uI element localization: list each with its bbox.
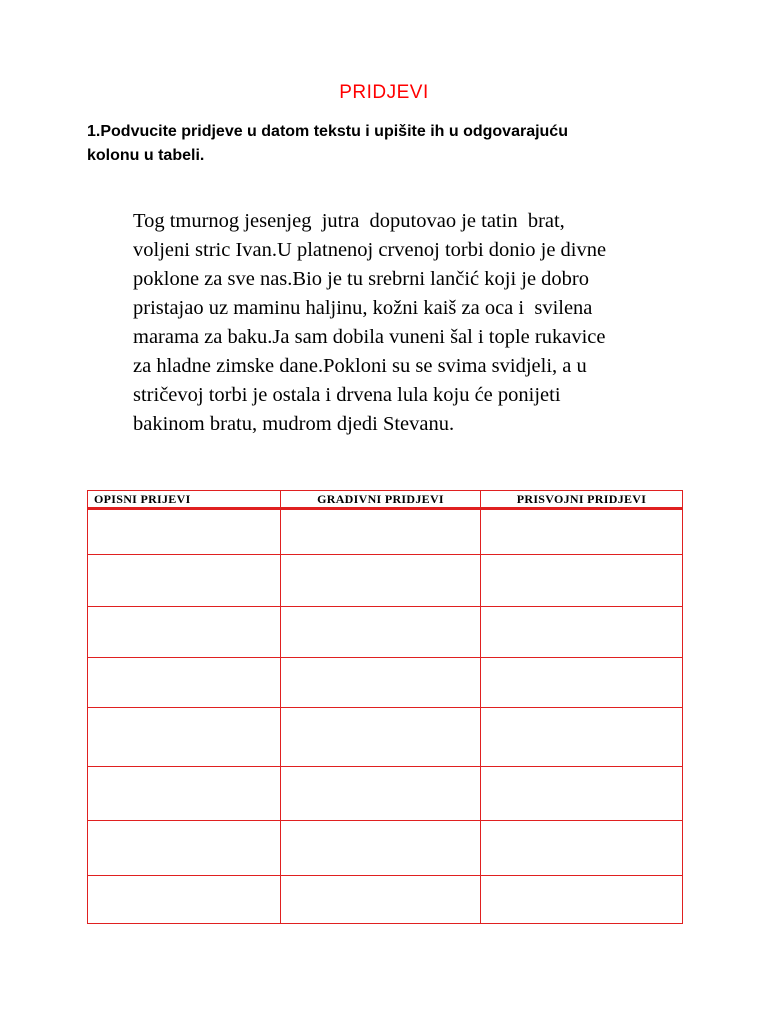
table-cell[interactable]	[481, 708, 683, 767]
passage-line: za hladne zimske dane.Pokloni su se svima svidjeli, a u	[133, 355, 587, 377]
table-cell[interactable]	[481, 821, 683, 876]
table-cell[interactable]	[281, 658, 481, 708]
table-row	[88, 607, 683, 658]
task-instruction-line: kolonu u tabeli.	[87, 147, 205, 164]
table-cell[interactable]	[88, 509, 281, 555]
table-cell[interactable]	[88, 876, 281, 924]
table-cell[interactable]	[481, 658, 683, 708]
table-row	[88, 658, 683, 708]
table-cell[interactable]	[281, 767, 481, 821]
table-row	[88, 555, 683, 607]
column-header-possessive: PRISVOJNI PRIDJEVI	[481, 491, 683, 509]
table-row	[88, 821, 683, 876]
table-cell[interactable]	[88, 767, 281, 821]
column-header-descriptive: OPISNI PRIJEVI	[88, 491, 281, 509]
table-cell[interactable]	[88, 708, 281, 767]
table-cell[interactable]	[481, 509, 683, 555]
table-header-row	[88, 491, 683, 509]
page-title: PRIDJEVI	[339, 82, 429, 103]
table-cell[interactable]	[281, 821, 481, 876]
column-header-material: GRADIVNI PRIDJEVI	[281, 491, 481, 509]
table-row	[88, 876, 683, 924]
table-cell[interactable]	[281, 708, 481, 767]
table-cell[interactable]	[481, 767, 683, 821]
passage-line: bakinom bratu, mudrom djedi Stevanu.	[133, 413, 455, 435]
table-row	[88, 767, 683, 821]
table-cell[interactable]	[481, 555, 683, 607]
passage-line: marama za baku.Ja sam dobila vuneni šal i tople rukavice	[133, 326, 606, 348]
passage-line: stričevoj torbi je ostala i drvena lula koju će ponijeti	[133, 384, 561, 406]
table-cell[interactable]	[88, 821, 281, 876]
passage-line: pristajao uz maminu haljinu, kožni kaiš za oca i svilena	[133, 297, 593, 319]
table-row	[88, 509, 683, 555]
reading-passage	[133, 207, 733, 439]
passage-line: voljeni stric Ivan.U platnenoj crvenoj torbi donio je divne	[133, 239, 607, 261]
task-instruction	[87, 120, 687, 168]
passage-line: Tog tmurnog jesenjeg jutra doputovao je tatin brat,	[133, 210, 565, 232]
table-cell[interactable]	[281, 555, 481, 607]
table-cell[interactable]	[281, 607, 481, 658]
table-row	[88, 708, 683, 767]
table-cell[interactable]	[88, 555, 281, 607]
task-instruction-line: 1.Podvucite pridjeve u datom tekstu i upišite ih u odgovarajuću	[87, 123, 568, 140]
table-cell[interactable]	[88, 607, 281, 658]
table-cell[interactable]	[481, 876, 683, 924]
passage-line: poklone za sve nas.Bio je tu srebrni lančić koji je dobro	[133, 268, 590, 290]
table-cell[interactable]	[88, 658, 281, 708]
table-cell[interactable]	[281, 509, 481, 555]
table-cell[interactable]	[281, 876, 481, 924]
table-cell[interactable]	[481, 607, 683, 658]
adjectives-table	[87, 490, 683, 924]
